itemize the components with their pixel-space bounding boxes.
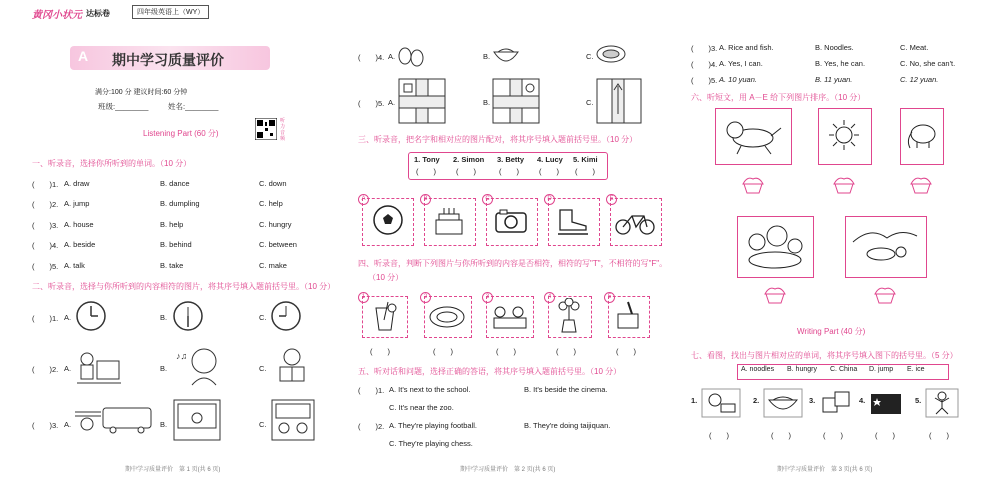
option-a-label: A. [388,98,396,107]
picture-number: 1. [691,396,698,405]
letter-badge: D [544,194,555,205]
option-a-label: A. [64,364,72,373]
option-b[interactable]: B. dance [160,179,190,188]
landscape-icon [851,222,919,270]
option-c[interactable]: C. 12 yuan. [900,75,939,84]
birthday-cake-icon [432,204,466,238]
option-a-label: A. [64,313,72,322]
option-a[interactable]: A. Rice and fish. [719,43,774,52]
option-c-label: C. [259,313,267,322]
clock-icon[interactable] [75,300,107,332]
answer-bracket[interactable]: ( ) [556,347,576,356]
china-flag-icon[interactable] [871,394,901,414]
listening-part-heading: Listening Part (60 分) [143,129,219,138]
cupcake-answer-box[interactable] [832,176,856,194]
brand-subtitle: 达标卷 [86,9,110,18]
option-a[interactable]: A. beside [64,240,96,249]
answer-bracket[interactable]: ( )5. [358,99,385,108]
number-badge: 5 [604,292,615,303]
option-c[interactable]: C. down [259,179,287,188]
letter-badge: A [358,194,369,205]
word-noodles: A. noodles [741,366,775,373]
answer-bracket[interactable]: ( )5. [691,76,718,85]
page-footer: 期中学习质量评价 第 3 页(共 6 页) [777,467,873,473]
sun-icon [827,118,861,152]
answer-bracket[interactable]: ( )3. [32,221,59,230]
option-b[interactable]: B. Yes, he can. [815,59,866,68]
football-icon [372,204,404,236]
option-b[interactable]: B. 11 yuan. [815,75,853,84]
word-ice: E. ice [907,366,925,373]
answer-bracket[interactable]: ( ) [370,347,390,356]
stadium-icon [428,304,466,330]
answer-bracket[interactable]: ( ) [433,347,453,356]
answer-bracket[interactable]: ( ) [416,167,436,176]
number-badge: 1 [358,292,369,303]
section-6-title: 六、听短文，用 A－E 给下列图片排序。（10 分） [691,93,866,102]
noodles-bowl-picture[interactable] [492,42,520,66]
answer-bracket[interactable]: ( ) [496,347,516,356]
page-1 [0,0,335,484]
option-b[interactable]: B. behind [160,240,192,249]
man-reading-picture[interactable] [270,345,314,387]
elephant-icon [904,120,938,150]
name-betty: 3. Betty [497,155,525,164]
option-a[interactable]: A. 10 yuan. [719,75,757,84]
picture-number: 5. [915,396,922,405]
option-c-label: C. [586,52,594,61]
option-c[interactable]: C. It's near the zoo. [389,403,454,412]
option-a[interactable]: A. talk [64,261,85,270]
lion-running-icon [723,116,783,156]
name-lucy: 4. Lucy [537,155,563,164]
answer-bracket[interactable]: ( )1. [32,180,59,189]
page-title: 期中学习质量评价 [112,52,224,68]
word-jump: D. jump [869,366,894,373]
option-a[interactable]: A. Yes, I can. [719,59,763,68]
answer-bracket[interactable]: ( ) [499,167,519,176]
letter-badge: C [482,194,493,205]
road-map-picture[interactable] [398,78,446,124]
option-c[interactable]: C. hungry [259,220,292,229]
option-c-label: C. [259,364,267,373]
section-3-title: 三、听录音，把名字和相对应的图片配对，将其序号填入题前括号里。（10 分） [358,135,638,144]
noodles-bowl-icon[interactable] [763,388,803,418]
answer-bracket[interactable]: ( )4. [32,241,59,250]
page-2 [340,0,670,484]
svg-text:♪♫: ♪♫ [176,351,188,361]
option-c[interactable]: C. They're playing chess. [389,439,473,448]
brand-logo: 黄冈小状元 [32,10,82,21]
picture-number: 3. [809,396,816,405]
answer-bracket[interactable]: ( )2. [32,365,59,374]
answer-bracket[interactable]: ( )4. [691,60,718,69]
bicycle-icon [614,210,656,236]
class-field[interactable]: 班级:________ [98,102,149,111]
clock-icon[interactable] [172,300,204,332]
letter-badge: E [606,194,617,205]
section-1-title: 一、听录音，选择你所听到的单词。（10 分） [32,159,192,168]
flower-vase-icon [554,298,584,334]
answer-bracket[interactable]: ( )5. [32,262,59,271]
name-field[interactable]: 姓名:________ [168,102,219,111]
word-china: C. China [830,366,858,373]
option-c[interactable]: C. make [259,261,287,270]
section-4-points: （10 分） [368,273,404,282]
answer-bracket[interactable]: ( )4. [358,53,385,62]
option-b[interactable]: B. It's beside the cinema. [524,385,608,394]
option-b[interactable]: B. Noodles. [815,43,854,52]
stage-picture[interactable] [172,398,222,444]
answer-bracket[interactable]: ( )1. [32,314,59,323]
section-2-title: 二、听录音，选择与你所听到的内容相符的图片，将其序号填入题前括号里。（10 分） [32,282,336,291]
cupcake-answer-box[interactable] [741,176,765,194]
answer-bracket[interactable]: ( )2. [32,200,59,209]
person-jumping-icon[interactable] [925,388,959,418]
option-b-label: B. [483,52,491,61]
fish-dish-picture[interactable] [596,44,626,64]
page-3 [675,0,1000,484]
option-c-label: C. [586,98,594,107]
option-b[interactable]: B. They're doing taijiquan. [524,421,611,430]
picture-number: 2. [753,396,760,405]
option-b-label: B. [160,420,168,429]
cupcake-answer-box[interactable] [873,286,897,304]
option-b-label: B. [160,364,168,373]
name-kimi: 5. Kimi [573,155,598,164]
section-5-title: 五、听对话和问题，选择正确的答语，将其序号填入题前括号里。（10 分） [358,367,622,376]
person-eating-icon[interactable] [701,388,741,418]
answer-bracket[interactable]: ( ) [616,347,636,356]
skates-icon [554,206,592,236]
title-letter-a: A [78,48,89,64]
number-badge: 4 [544,292,555,303]
grade-tag: 四年级英语上（WY） [132,5,209,19]
answer-bracket[interactable]: ( ) [709,431,729,440]
option-c[interactable]: C. between [259,240,297,249]
option-a-label: A. [64,420,72,429]
option-c[interactable]: C. help [259,199,283,208]
qr-code-icon[interactable] [255,118,277,140]
answer-bracket[interactable]: ( ) [929,431,949,440]
book-pen-icon [614,300,644,332]
classroom-picture[interactable] [270,398,316,444]
option-a[interactable]: A. jump [64,199,90,208]
answer-bracket[interactable]: ( ) [456,167,476,176]
name-simon: 2. Simon [453,155,485,164]
answer-bracket[interactable]: ( ) [875,431,895,440]
answer-bracket[interactable]: ( )1. [358,386,385,395]
picture-number: 4. [859,396,866,405]
option-b[interactable]: B. dumpling [160,199,200,208]
answer-bracket[interactable]: ( ) [575,167,595,176]
option-b-label: B. [160,313,168,322]
road-map-picture[interactable] [596,78,642,124]
ice-cubes-icon[interactable] [819,388,855,418]
option-b[interactable]: B. help [160,220,184,229]
letter-badge: B [420,194,431,205]
option-a-label: A. [388,52,396,61]
animals-group-icon [743,222,807,270]
word-hungry: B. hungry [787,366,817,373]
clock-icon[interactable] [270,300,302,332]
option-a[interactable]: A. house [64,220,94,229]
answer-bracket[interactable]: ( ) [823,431,843,440]
writing-part-heading: Writing Part (40 分) [797,327,866,336]
option-a[interactable]: A. It's next to the school. [389,385,471,394]
option-c-label: C. [259,420,267,429]
qr-note: 听力音频 [280,118,286,142]
juice-glass-icon [370,300,400,332]
page-footer: 期中学习质量评价 第 1 页(共 6 页) [125,467,221,473]
answer-bracket[interactable]: ( )2. [358,422,385,431]
answer-bracket[interactable]: ( ) [771,431,791,440]
name-tony: 1. Tony [414,155,440,164]
number-badge: 2 [420,292,431,303]
people-sitting-icon [490,302,530,332]
answer-bracket[interactable]: ( )3. [32,421,59,430]
road-map-picture[interactable] [492,78,540,124]
section-4-title: 四、听录音，判断下列图片与你所听到的内容是否相符，相符的写"T"，不相符的写"F"。 [358,259,668,268]
option-b-label: B. [483,98,491,107]
children-and-bus-picture[interactable] [75,400,155,446]
boy-watching-tv-picture[interactable] [75,345,123,387]
man-singing-picture[interactable] [172,345,222,387]
camera-icon [494,208,528,234]
eggs-picture[interactable] [396,40,426,68]
cupcake-answer-box[interactable] [909,176,933,194]
page-footer: 期中学习质量评价 第 2 页(共 6 页) [460,467,556,473]
score-line: 满分:100 分 建议时间:60 分钟 [95,89,188,96]
cupcake-answer-box[interactable] [763,286,787,304]
number-badge: 3 [482,292,493,303]
option-a[interactable]: A. They're playing football. [389,421,478,430]
answer-bracket[interactable]: ( )3. [691,44,718,53]
section-7-title: 七、看图，找出与图片相对应的单词，将其序号填入图下的括号里。（5 分） [691,351,958,360]
option-b[interactable]: B. take [160,261,184,270]
option-c[interactable]: C. No, she can't. [900,59,956,68]
option-a[interactable]: A. draw [64,179,90,188]
option-c[interactable]: C. Meat. [900,43,929,52]
answer-bracket[interactable]: ( ) [539,167,559,176]
